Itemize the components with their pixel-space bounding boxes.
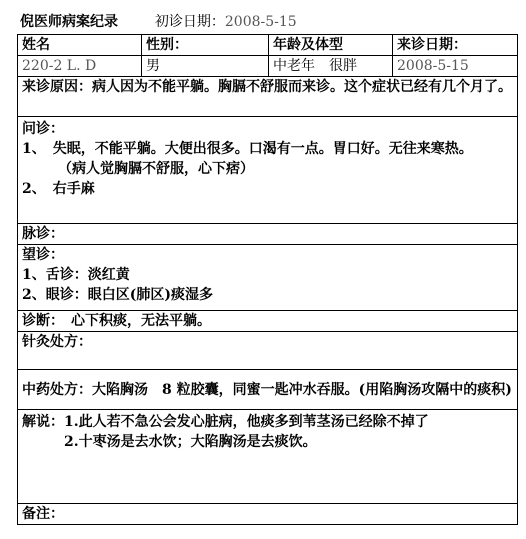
- notes-section: 备注：: [18, 504, 518, 525]
- acupuncture-section: 针灸处方：: [18, 332, 518, 370]
- gender-value: 男: [142, 56, 269, 77]
- age-body-value: 中老年 很胖: [269, 56, 393, 77]
- record-title: 倪医师病案纪录: [20, 14, 118, 30]
- record-form: [17, 34, 518, 525]
- diagnosis-section: 诊断： 心下积痰，无法平躺。: [18, 311, 518, 332]
- observation-label: 望诊：: [22, 247, 64, 263]
- visit-date-label: 来诊日期：: [393, 35, 518, 56]
- explanation-item-2: 2.十枣汤是去水饮；大陷胸汤是去痰饮。: [64, 434, 317, 450]
- inquiry-item-1: 1、 失眠，不能平躺。大便出很多。口渴有一点。胃口好。无往来寒热。: [22, 141, 473, 157]
- name-label: 姓名: [18, 35, 142, 56]
- name-value: 220-2 L. D: [18, 56, 142, 77]
- reason-for-visit: 来诊原因：病人因为不能平躺。胸膈不舒服而来诊。这个症状已经有几个月了。: [18, 77, 518, 117]
- observation-item-tongue: 1、舌诊：淡红黄: [22, 267, 130, 283]
- gender-label: 性别：: [142, 35, 269, 56]
- age-body-label: 年龄及体型: [269, 35, 393, 56]
- observation-section: [18, 245, 518, 311]
- inquiry-item-1-note: （病人觉胸膈不舒服，心下痞）: [58, 161, 254, 177]
- observation-item-eye: 2、眼诊：眼白区(肺区)痰湿多: [22, 287, 213, 303]
- explanation-item-1: 解说：1.此人若不急公会发心脏病，他痰多到苇茎汤已经除不掉了: [22, 414, 429, 430]
- explanation-section: [18, 410, 518, 504]
- inquiry-section: [18, 117, 518, 224]
- visit-date-value: 2008-5-15: [393, 56, 518, 77]
- first-visit-date: 初诊日期：2008-5-15: [154, 14, 297, 30]
- pulse-section: 脉诊：: [18, 224, 518, 245]
- herbal-prescription: 中药处方：大陷胸汤 8 粒胶囊，同蜜一匙冲水吞服。(用陷胸汤攻隔中的痰积): [18, 370, 518, 410]
- record-header: [20, 11, 297, 31]
- inquiry-item-2: 2、 右手麻: [22, 181, 95, 197]
- inquiry-label: 问诊：: [22, 121, 64, 137]
